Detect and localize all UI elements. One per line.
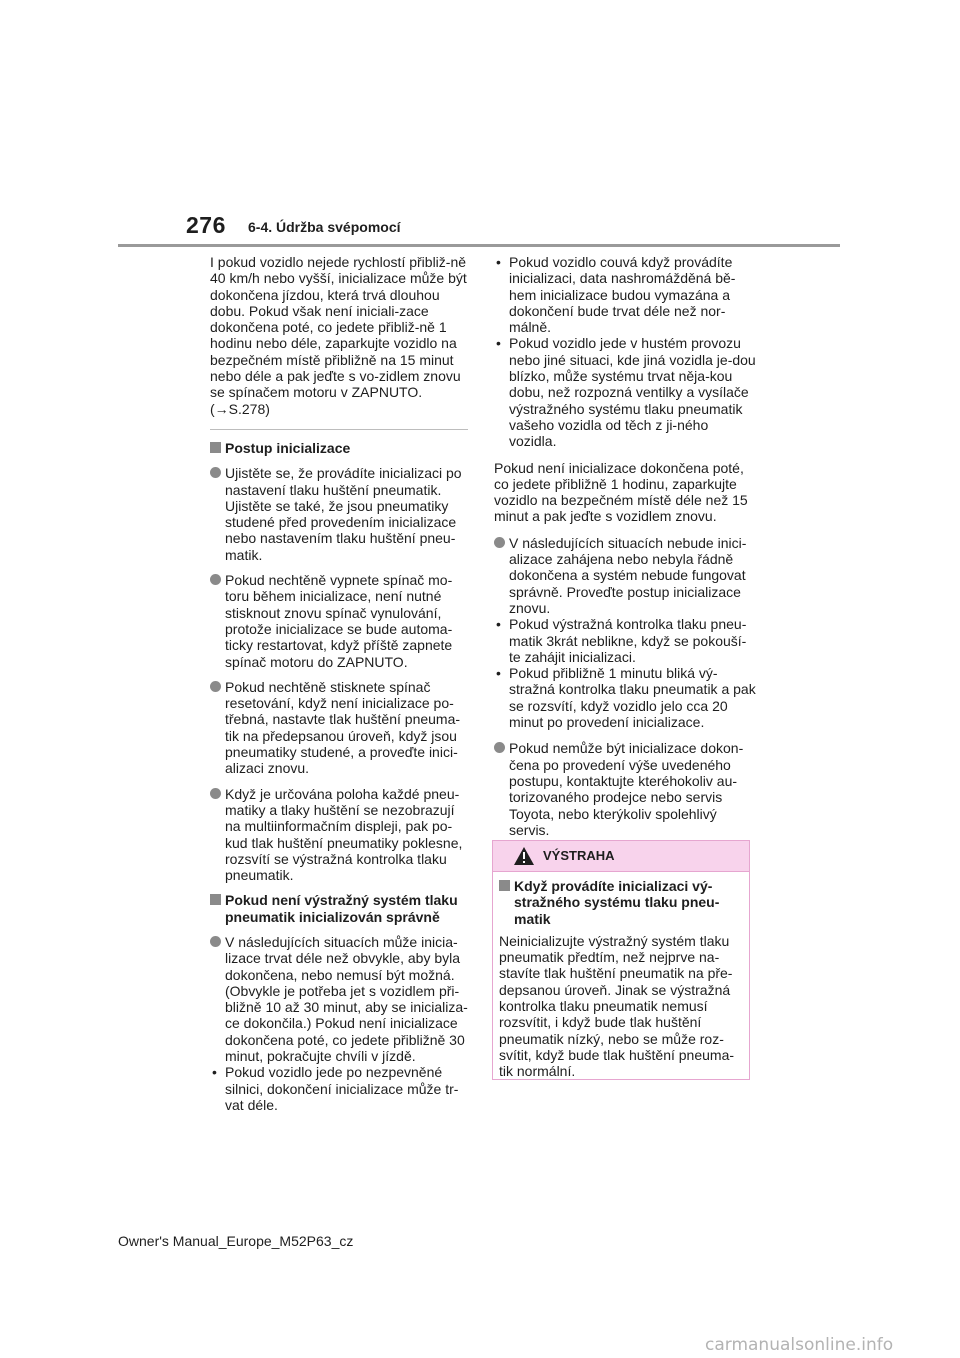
circle-bullet-icon <box>210 681 221 692</box>
circle-bullet-icon <box>210 467 221 478</box>
left-column <box>210 254 472 1113</box>
intro-paragraph: I pokud vozidlo nejede rychlostí přibliž-ně 40 km/h nebo vyšší, inicializace může být dokončena jízdou, která trvá dlouhou dobu. Pokud však není iniciali-zace dokončena poté, co jedete přibliž-ně 1 hodinu nebo déle, zaparkujte vozidlo na bezpečném místě přibližně na 15 minut nebo déle a pak jeďte s vo-zidlem znovu se spínačem motoru v ZAPNUTO. (→S.278) <box>210 254 467 417</box>
page-number: 276 <box>186 212 226 238</box>
right-column <box>494 254 756 847</box>
dot-bullet-icon: • <box>496 335 501 352</box>
warning-text: Neinicializujte výstražný systém tlaku pneumatik předtím, než nejprve na-stavíte tlak huštění pneumatik na pře-depsanou úroveň. Jinak se výstražná kontrolka tlaku pneumatik nemusí rozsvítit, i když bude tlak huštění pneumatik nízký, nebo se může roz-svítit, když bude tlak huštění pneuma-tik normální. <box>499 932 735 1080</box>
sub-item: • Pokud výstražná kontrolka tlaku pneu-matik 3krát neblikne, když se pokouší-te zahájit inicializaci. <box>496 616 747 665</box>
circle-bullet-icon <box>494 537 505 548</box>
circle-bullet-icon <box>210 936 221 947</box>
circle-bullet-icon <box>210 574 221 585</box>
dot-bullet-icon: • <box>496 665 501 682</box>
warning-title: VÝSTRAHA <box>543 848 615 863</box>
heading-initialization: Postup inicializace <box>210 440 472 456</box>
dot-bullet-icon: • <box>496 254 501 270</box>
sub-item: • Pokud vozidlo jede v hustém provozu nebo jiné situaci, kde jiná vozidla je-dou blízko, může systému trvat něja-kou dobu, než rozpozná ventilky a vysílače výstražného systému tlaku pneumatik vašeho vozidla od těch z ji-ného vozidla. <box>496 335 756 450</box>
heading-not-initialized: Pokud není výstražný systém tlaku pneumatik inicializován správně <box>210 892 472 925</box>
warning-box <box>492 840 750 1080</box>
warning-header <box>493 841 749 872</box>
dot-bullet-icon: • <box>496 616 501 633</box>
list-item: V následujících situacích může inicia-lizace trvat déle než obvykle, aby byla dokončena, nebo nemusí být možná. (Obvykle je potřeba jet s vozidlem při-bližně 10 až 30 minut, aby se inicializa-ce dokončila.) Pokud není inicializace dokončena poté, co jedete přibližně 30 minut, pokračujte chvíli v jízdě. <box>210 934 472 1064</box>
paragraph: Pokud není inicializace dokončena poté, co jedete přibližně 1 hodinu, zaparkujte vozidlo na bezpečném místě déle než 15 minut a pak jeďte s vozidlem znovu. <box>494 459 748 525</box>
section-title: 6-4. Údržba svépomocí <box>248 219 401 235</box>
list-item: Pokud nechtěně stisknete spínač resetování, když není inicializace po-třebná, nastavte tlak huštění pneuma-tik na předepsanou úroveň, když jsou pneumatiky studené, a proveďte inici-alizaci znovu. <box>210 679 472 777</box>
list-item: V následujících situacích nebude inici-alizace zahájena nebo nebyla řádně dokončena a systém nebude fungovat správně. Proveďte postup inicializace znovu. <box>494 535 756 616</box>
warning-heading: Když provádíte inicializaci vý-stražného systému tlaku pneu-matik <box>499 878 743 927</box>
page-reference-link[interactable]: →S.278) <box>214 400 270 417</box>
square-bullet-icon <box>210 894 221 905</box>
list-item: Když je určována poloha každé pneu-matiky a tlaky huštění se nezobrazují na multiinformačním displeji, pak po-kud tlak huštění pneumatiky poklesne, rozsvítí se výstražná kontrolka tlaku pneumatik. <box>210 786 472 884</box>
watermark: carmanualsonline.info <box>705 1335 894 1355</box>
divider <box>210 429 468 430</box>
list-item: Pokud nemůže být inicializace dokon-čena po provedení výše uvedeného postupu, kontaktujte kteréhokoliv au-torizovaného prodejce nebo servis Toyota, nebo kterýkoliv spolehlivý servis. <box>494 740 756 838</box>
warning-triangle-icon <box>513 846 535 866</box>
list-item: Ujistěte se, že provádíte inicializaci po nastavení tlaku huštění pneumatik. Ujistěte se také, že jsou pneumatiky studené před provedením inicializace nebo nastavením tlaku huštění pneu-matik. <box>210 465 472 563</box>
list-item: Pokud nechtěně vypnete spínač mo-toru během inicializace, není nutné stisknout znovu spínač vynulování, protože inicializace se bude automa-ticky restartovat, když příště zapnete spínač motoru do ZAPNUTO. <box>210 572 472 670</box>
sub-item: • Pokud přibližně 1 minutu bliká vý-stražná kontrolka tlaku pneumatik a pak se rozsvítí, když vozidlo jelo cca 20 minut po provedení inicializace. <box>496 665 756 731</box>
dot-bullet-icon: • <box>212 1064 217 1081</box>
sub-item: • Pokud vozidlo couvá když provádíte inicializaci, data nashromážděná bě-hem inicializace budou vymazána a dokončení bude trvat déle než nor-málně. <box>496 254 736 336</box>
sub-item: • Pokud vozidlo jede po nezpevněné silnici, dokončení inicializace může tr-vat déle. <box>212 1064 459 1113</box>
footer-text: Owner's Manual_Europe_M52P63_cz <box>118 1233 354 1249</box>
circle-bullet-icon <box>494 742 505 753</box>
circle-bullet-icon <box>210 788 221 799</box>
warning-body <box>493 872 749 1080</box>
header-rule <box>118 244 840 247</box>
square-bullet-icon <box>499 880 510 891</box>
square-bullet-icon <box>210 442 221 453</box>
